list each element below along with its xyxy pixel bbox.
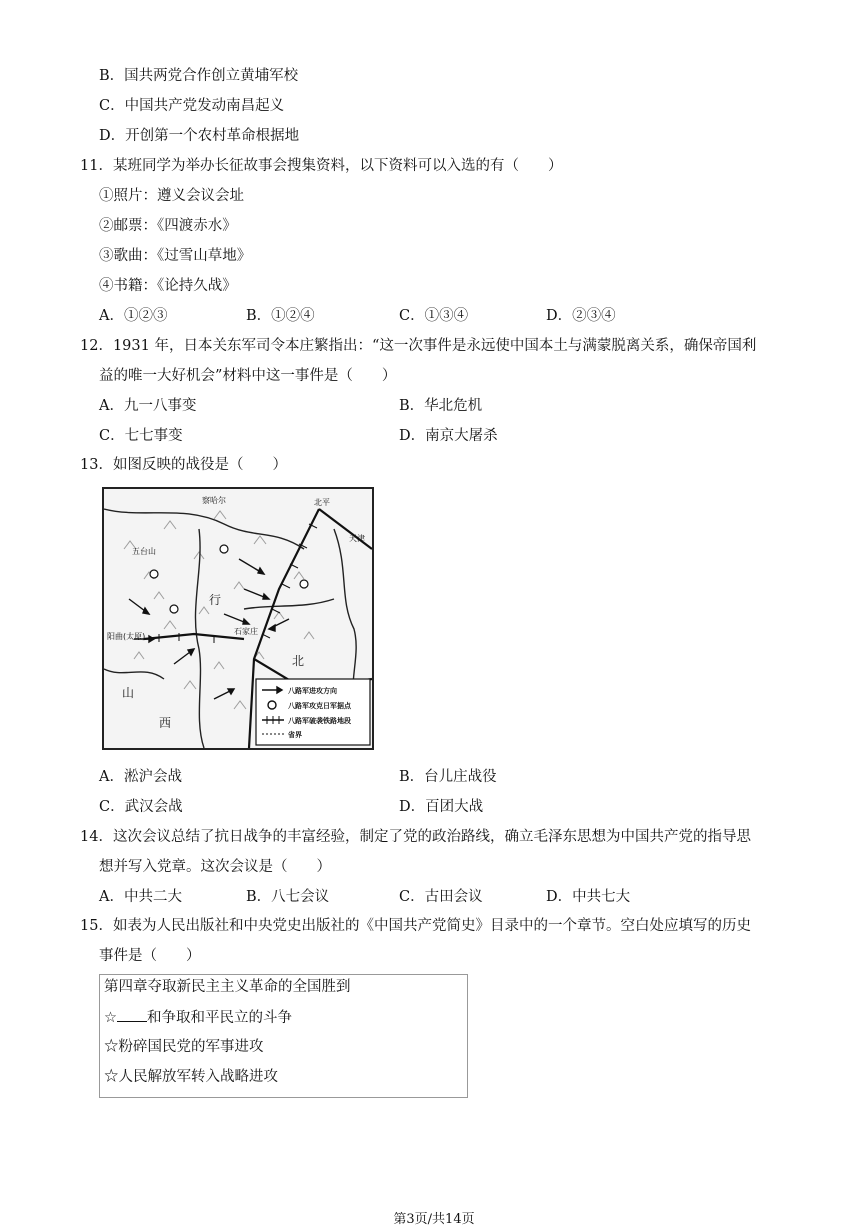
- map-label-bei: 北: [292, 654, 305, 668]
- q12-option-d: D．南京大屠杀: [399, 428, 498, 444]
- q10-option-b: B．国共两党合作创立黄埔军校: [99, 68, 299, 84]
- legend-railway-sabotage: 八路军破袭铁路地段: [288, 717, 351, 725]
- q15-stem-line2: 事件是（ ）: [99, 948, 201, 964]
- q13-stem: 13．如图反映的战役是（ ）: [80, 457, 287, 473]
- q11-option-c: C．①③④: [399, 308, 469, 324]
- map-label-yangqu: 阳曲(太原): [107, 632, 146, 641]
- q12-option-a: A．九一八事变: [99, 398, 197, 414]
- q15-table-row4: ☆人民解放军转入战略进攻: [104, 1069, 278, 1085]
- q15-table-row2-text: 和争取和平民立的斗争: [147, 1010, 292, 1026]
- q12-option-b: B．华北危机: [399, 398, 483, 414]
- q12-stem-line1: 12．1931 年，日本关东军司令本庄繁指出：“这一次事件是永远使中国本土与满蒙脱离关系，确保帝国利: [80, 338, 757, 354]
- q10-option-c: C．中国共产党发动南昌起义: [99, 98, 285, 114]
- q11-item-4: ④书籍：《论持久战》: [99, 278, 237, 294]
- map-label-shan: 山: [122, 686, 135, 700]
- q11-option-a: A．①②③: [99, 308, 168, 324]
- q14-stem-line1: 14．这次会议总结了抗日战争的丰富经验，制定了党的政治路线，确立毛泽东思想为中国共产党的指导思: [80, 829, 751, 845]
- map-label-beiping: 北平: [314, 498, 330, 507]
- q11-item-1: ①照片：遵义会议会址: [99, 188, 244, 204]
- legend-province-border: 省界: [288, 731, 302, 739]
- q12-stem-line2: 益的唯一大好机会”材料中这一事件是（ ）: [99, 368, 397, 384]
- q14-option-c: C．古田会议: [399, 889, 483, 905]
- star-icon: ☆: [104, 1010, 117, 1026]
- q15-table-row-blank: [104, 1007, 292, 1028]
- battle-map-drawing: [104, 489, 372, 748]
- q13-option-a: A．淞沪会战: [99, 769, 182, 785]
- q11-option-d: D．②③④: [546, 308, 616, 324]
- map-label-xing: 行: [209, 593, 222, 607]
- page-footer: 第3页/共14页: [393, 1212, 475, 1227]
- q11-item-2: ②邮票：《四渡赤水》: [99, 218, 237, 234]
- q15-table: [99, 974, 468, 1098]
- q11-option-b: B．①②④: [246, 308, 315, 324]
- q11-item-3: ③歌曲：《过雪山草地》: [99, 248, 252, 264]
- legend-attack-direction: 八路军进攻方向: [288, 687, 337, 695]
- q15-table-row3: ☆粉碎国民党的军事进攻: [104, 1039, 264, 1055]
- q11-stem: 11．某班同学为举办长征故事会搜集资料，以下资料可以入选的有（ ）: [80, 158, 563, 174]
- q12-option-c: C．七七事变: [99, 428, 183, 444]
- battle-map: [102, 487, 374, 750]
- q15-stem-line1: 15．如表为人民出版社和中央党史出版社的《中国共产党简史》目录中的一个章节。空白处应填写的历史: [80, 918, 751, 934]
- map-label-tianjin: 天津: [349, 534, 365, 543]
- q14-stem-line2: 想并写入党章。这次会议是（ ）: [99, 859, 331, 875]
- q13-option-d: D．百团大战: [399, 799, 484, 815]
- q10-option-d: D．开创第一个农村革命根据地: [99, 128, 300, 144]
- map-label-shijiazhuang: 石家庄: [234, 627, 258, 636]
- q14-option-b: B．八七会议: [246, 889, 330, 905]
- legend-captured-strongpoint: 八路军攻克日军据点: [288, 702, 351, 710]
- q13-option-b: B．台儿庄战役: [399, 769, 497, 785]
- q14-option-a: A．中共二大: [99, 889, 182, 905]
- map-label-chahar: 察哈尔: [202, 496, 226, 505]
- q14-option-d: D．中共七大: [546, 889, 631, 905]
- map-label-wutaishan: 五台山: [132, 547, 156, 556]
- map-label-xi: 西: [159, 716, 172, 730]
- q13-option-c: C．武汉会战: [99, 799, 183, 815]
- fill-in-blank: [117, 1007, 147, 1022]
- q15-table-chapter-title: 第四章夺取新民主主义革命的全国胜到: [104, 979, 351, 995]
